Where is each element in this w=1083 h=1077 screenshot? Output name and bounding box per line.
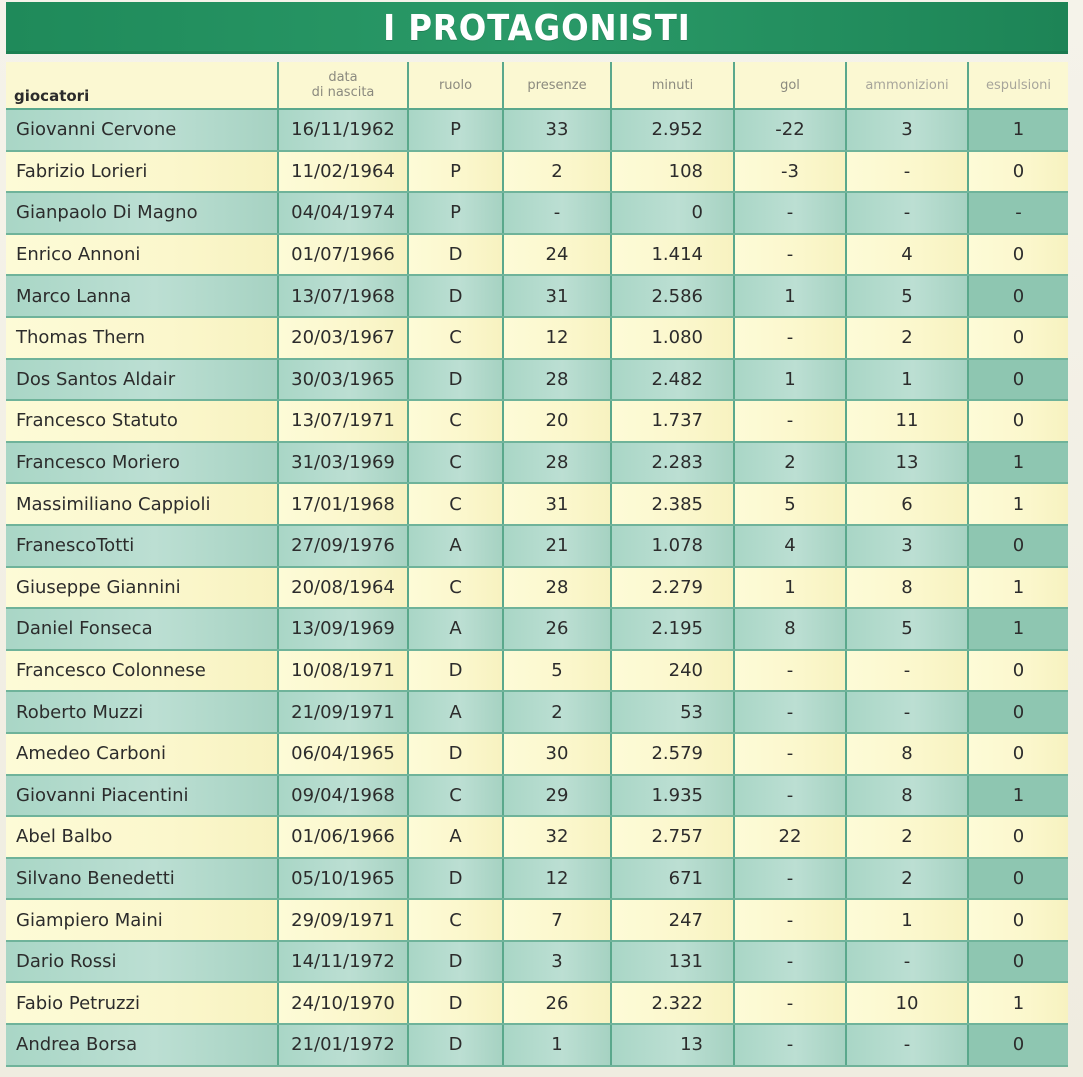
table-row bbox=[6, 1024, 1068, 1066]
cell-espulsioni: 0 bbox=[968, 359, 1068, 401]
table-header bbox=[6, 62, 1068, 109]
cell-giocatore: Marco Lanna bbox=[6, 275, 278, 317]
cell-data-di-nascita: 10/08/1971 bbox=[278, 650, 408, 692]
cell-ammonizioni: 8 bbox=[846, 733, 968, 775]
cell-presenze: 12 bbox=[503, 317, 611, 359]
cell-ruolo: C bbox=[408, 400, 503, 442]
cell-minuti: 2.586 bbox=[611, 275, 734, 317]
cell-espulsioni: 1 bbox=[968, 775, 1068, 817]
table-row bbox=[6, 733, 1068, 775]
cell-gol: - bbox=[734, 691, 846, 733]
cell-data-di-nascita: 29/09/1971 bbox=[278, 899, 408, 941]
cell-ruolo: C bbox=[408, 775, 503, 817]
page-title: I PROTAGONISTI bbox=[383, 7, 691, 49]
table-row bbox=[6, 192, 1068, 234]
cell-data-di-nascita: 14/11/1972 bbox=[278, 941, 408, 983]
cell-espulsioni: 0 bbox=[968, 234, 1068, 276]
cell-presenze: 2 bbox=[503, 151, 611, 193]
cell-giocatore: FranescoTotti bbox=[6, 525, 278, 567]
cell-gol: 1 bbox=[734, 359, 846, 401]
cell-presenze: 33 bbox=[503, 109, 611, 151]
table-row bbox=[6, 567, 1068, 609]
cell-presenze: 31 bbox=[503, 483, 611, 525]
players-table-wrapper bbox=[6, 62, 1068, 1067]
cell-giocatore: Massimiliano Cappioli bbox=[6, 483, 278, 525]
cell-ammonizioni: 3 bbox=[846, 525, 968, 567]
cell-data-di-nascita: 09/04/1968 bbox=[278, 775, 408, 817]
cell-ruolo: P bbox=[408, 109, 503, 151]
cell-espulsioni: 1 bbox=[968, 442, 1068, 484]
cell-gol: - bbox=[734, 858, 846, 900]
cell-data-di-nascita: 04/04/1974 bbox=[278, 192, 408, 234]
cell-ammonizioni: - bbox=[846, 192, 968, 234]
cell-minuti: 1.737 bbox=[611, 400, 734, 442]
cell-espulsioni: 0 bbox=[968, 1024, 1068, 1066]
cell-data-di-nascita: 30/03/1965 bbox=[278, 359, 408, 401]
cell-gol: 2 bbox=[734, 442, 846, 484]
cell-giocatore: Giuseppe Giannini bbox=[6, 567, 278, 609]
cell-espulsioni: 0 bbox=[968, 691, 1068, 733]
cell-espulsioni: 0 bbox=[968, 400, 1068, 442]
cell-giocatore: Dario Rossi bbox=[6, 941, 278, 983]
cell-data-di-nascita: 01/07/1966 bbox=[278, 234, 408, 276]
cell-gol: - bbox=[734, 192, 846, 234]
cell-ammonizioni: 3 bbox=[846, 109, 968, 151]
cell-gol: - bbox=[734, 650, 846, 692]
cell-minuti: 1.080 bbox=[611, 317, 734, 359]
cell-espulsioni: 1 bbox=[968, 483, 1068, 525]
cell-ammonizioni: 11 bbox=[846, 400, 968, 442]
cell-espulsioni: 0 bbox=[968, 816, 1068, 858]
cell-espulsioni: - bbox=[968, 192, 1068, 234]
table-row bbox=[6, 982, 1068, 1024]
cell-ammonizioni: - bbox=[846, 691, 968, 733]
cell-presenze: 31 bbox=[503, 275, 611, 317]
cell-ammonizioni: 5 bbox=[846, 608, 968, 650]
cell-gol: -3 bbox=[734, 151, 846, 193]
cell-espulsioni: 0 bbox=[968, 525, 1068, 567]
cell-ruolo: P bbox=[408, 192, 503, 234]
cell-giocatore: Thomas Thern bbox=[6, 317, 278, 359]
cell-giocatore: Amedeo Carboni bbox=[6, 733, 278, 775]
cell-presenze: 12 bbox=[503, 858, 611, 900]
cell-minuti: 2.482 bbox=[611, 359, 734, 401]
table-row bbox=[6, 234, 1068, 276]
cell-ruolo: P bbox=[408, 151, 503, 193]
cell-giocatore: Francesco Moriero bbox=[6, 442, 278, 484]
cell-gol: - bbox=[734, 400, 846, 442]
cell-ammonizioni: - bbox=[846, 650, 968, 692]
cell-ruolo: D bbox=[408, 982, 503, 1024]
cell-presenze: - bbox=[503, 192, 611, 234]
cell-ammonizioni: 2 bbox=[846, 317, 968, 359]
cell-espulsioni: 1 bbox=[968, 567, 1068, 609]
cell-data-di-nascita: 11/02/1964 bbox=[278, 151, 408, 193]
cell-minuti: 2.322 bbox=[611, 982, 734, 1024]
table-row bbox=[6, 608, 1068, 650]
cell-data-di-nascita: 21/09/1971 bbox=[278, 691, 408, 733]
cell-ruolo: C bbox=[408, 317, 503, 359]
cell-minuti: 2.952 bbox=[611, 109, 734, 151]
table-row bbox=[6, 317, 1068, 359]
cell-data-di-nascita: 21/01/1972 bbox=[278, 1024, 408, 1066]
cell-ruolo: D bbox=[408, 1024, 503, 1066]
cell-ammonizioni: - bbox=[846, 941, 968, 983]
cell-espulsioni: 0 bbox=[968, 151, 1068, 193]
cell-giocatore: Dos Santos Aldair bbox=[6, 359, 278, 401]
table-row bbox=[6, 941, 1068, 983]
header-ruolo: ruolo bbox=[408, 62, 503, 109]
table-row bbox=[6, 359, 1068, 401]
cell-data-di-nascita: 20/03/1967 bbox=[278, 317, 408, 359]
cell-ruolo: D bbox=[408, 359, 503, 401]
header-giocatori: giocatori bbox=[6, 62, 278, 109]
cell-ruolo: C bbox=[408, 899, 503, 941]
table-row bbox=[6, 775, 1068, 817]
cell-gol: 8 bbox=[734, 608, 846, 650]
table-row bbox=[6, 275, 1068, 317]
cell-espulsioni: 0 bbox=[968, 733, 1068, 775]
cell-minuti: 1.414 bbox=[611, 234, 734, 276]
cell-gol: - bbox=[734, 899, 846, 941]
cell-gol: - bbox=[734, 733, 846, 775]
cell-ammonizioni: 8 bbox=[846, 567, 968, 609]
cell-giocatore: Francesco Statuto bbox=[6, 400, 278, 442]
cell-gol: -22 bbox=[734, 109, 846, 151]
cell-data-di-nascita: 16/11/1962 bbox=[278, 109, 408, 151]
cell-data-di-nascita: 17/01/1968 bbox=[278, 483, 408, 525]
table-row bbox=[6, 899, 1068, 941]
table-row bbox=[6, 525, 1068, 567]
cell-ruolo: D bbox=[408, 275, 503, 317]
cell-ammonizioni: 1 bbox=[846, 899, 968, 941]
header-presenze: presenze bbox=[503, 62, 611, 109]
cell-data-di-nascita: 05/10/1965 bbox=[278, 858, 408, 900]
cell-giocatore: Abel Balbo bbox=[6, 816, 278, 858]
cell-ruolo: A bbox=[408, 691, 503, 733]
cell-gol: - bbox=[734, 941, 846, 983]
cell-ruolo: D bbox=[408, 733, 503, 775]
cell-data-di-nascita: 20/08/1964 bbox=[278, 567, 408, 609]
cell-presenze: 5 bbox=[503, 650, 611, 692]
cell-minuti: 2.757 bbox=[611, 816, 734, 858]
cell-giocatore: Roberto Muzzi bbox=[6, 691, 278, 733]
cell-minuti: 13 bbox=[611, 1024, 734, 1066]
cell-data-di-nascita: 27/09/1976 bbox=[278, 525, 408, 567]
header-espulsioni: espulsioni bbox=[968, 62, 1068, 109]
cell-ruolo: D bbox=[408, 858, 503, 900]
cell-ammonizioni: - bbox=[846, 1024, 968, 1066]
cell-gol: 1 bbox=[734, 275, 846, 317]
header-ammonizioni: ammonizioni bbox=[846, 62, 968, 109]
cell-ruolo: A bbox=[408, 525, 503, 567]
cell-presenze: 21 bbox=[503, 525, 611, 567]
table-row bbox=[6, 816, 1068, 858]
players-table bbox=[6, 62, 1068, 1067]
table-row bbox=[6, 442, 1068, 484]
header-gol: gol bbox=[734, 62, 846, 109]
cell-giocatore: Giovanni Piacentini bbox=[6, 775, 278, 817]
table-row bbox=[6, 650, 1068, 692]
header-row bbox=[6, 62, 1068, 109]
cell-espulsioni: 1 bbox=[968, 608, 1068, 650]
cell-ammonizioni: 8 bbox=[846, 775, 968, 817]
cell-data-di-nascita: 06/04/1965 bbox=[278, 733, 408, 775]
cell-minuti: 1.935 bbox=[611, 775, 734, 817]
cell-espulsioni: 0 bbox=[968, 317, 1068, 359]
cell-ammonizioni: - bbox=[846, 151, 968, 193]
cell-minuti: 53 bbox=[611, 691, 734, 733]
cell-gol: - bbox=[734, 234, 846, 276]
cell-ammonizioni: 13 bbox=[846, 442, 968, 484]
cell-presenze: 2 bbox=[503, 691, 611, 733]
cell-ruolo: D bbox=[408, 234, 503, 276]
cell-gol: 4 bbox=[734, 525, 846, 567]
cell-ruolo: A bbox=[408, 608, 503, 650]
cell-giocatore: Giampiero Maini bbox=[6, 899, 278, 941]
cell-ruolo: C bbox=[408, 567, 503, 609]
cell-presenze: 26 bbox=[503, 982, 611, 1024]
cell-presenze: 28 bbox=[503, 359, 611, 401]
cell-minuti: 2.283 bbox=[611, 442, 734, 484]
cell-data-di-nascita: 13/07/1968 bbox=[278, 275, 408, 317]
cell-minuti: 240 bbox=[611, 650, 734, 692]
cell-espulsioni: 1 bbox=[968, 109, 1068, 151]
cell-ammonizioni: 5 bbox=[846, 275, 968, 317]
cell-data-di-nascita: 31/03/1969 bbox=[278, 442, 408, 484]
cell-espulsioni: 0 bbox=[968, 650, 1068, 692]
cell-espulsioni: 1 bbox=[968, 982, 1068, 1024]
cell-minuti: 2.279 bbox=[611, 567, 734, 609]
cell-minuti: 2.579 bbox=[611, 733, 734, 775]
cell-ammonizioni: 2 bbox=[846, 858, 968, 900]
cell-presenze: 28 bbox=[503, 567, 611, 609]
cell-data-di-nascita: 13/09/1969 bbox=[278, 608, 408, 650]
cell-giocatore: Gianpaolo Di Magno bbox=[6, 192, 278, 234]
cell-giocatore: Silvano Benedetti bbox=[6, 858, 278, 900]
cell-gol: 1 bbox=[734, 567, 846, 609]
cell-minuti: 1.078 bbox=[611, 525, 734, 567]
table-row bbox=[6, 400, 1068, 442]
cell-giocatore: Enrico Annoni bbox=[6, 234, 278, 276]
cell-minuti: 671 bbox=[611, 858, 734, 900]
cell-gol: - bbox=[734, 982, 846, 1024]
cell-espulsioni: 0 bbox=[968, 941, 1068, 983]
cell-espulsioni: 0 bbox=[968, 275, 1068, 317]
title-banner bbox=[6, 2, 1068, 54]
cell-presenze: 28 bbox=[503, 442, 611, 484]
cell-ruolo: D bbox=[408, 650, 503, 692]
cell-presenze: 26 bbox=[503, 608, 611, 650]
cell-ammonizioni: 4 bbox=[846, 234, 968, 276]
table-row bbox=[6, 483, 1068, 525]
cell-gol: - bbox=[734, 317, 846, 359]
table-body bbox=[6, 109, 1068, 1066]
cell-ruolo: A bbox=[408, 816, 503, 858]
cell-presenze: 32 bbox=[503, 816, 611, 858]
cell-presenze: 29 bbox=[503, 775, 611, 817]
cell-giocatore: Daniel Fonseca bbox=[6, 608, 278, 650]
cell-ruolo: D bbox=[408, 941, 503, 983]
cell-ammonizioni: 10 bbox=[846, 982, 968, 1024]
cell-minuti: 2.195 bbox=[611, 608, 734, 650]
cell-minuti: 108 bbox=[611, 151, 734, 193]
cell-giocatore: Andrea Borsa bbox=[6, 1024, 278, 1066]
cell-presenze: 1 bbox=[503, 1024, 611, 1066]
cell-giocatore: Giovanni Cervone bbox=[6, 109, 278, 151]
cell-minuti: 247 bbox=[611, 899, 734, 941]
cell-presenze: 30 bbox=[503, 733, 611, 775]
table-row bbox=[6, 858, 1068, 900]
cell-presenze: 20 bbox=[503, 400, 611, 442]
cell-gol: - bbox=[734, 775, 846, 817]
cell-ruolo: C bbox=[408, 483, 503, 525]
cell-gol: 22 bbox=[734, 816, 846, 858]
cell-ammonizioni: 1 bbox=[846, 359, 968, 401]
cell-minuti: 0 bbox=[611, 192, 734, 234]
table-row bbox=[6, 691, 1068, 733]
cell-data-di-nascita: 24/10/1970 bbox=[278, 982, 408, 1024]
cell-giocatore: Fabio Petruzzi bbox=[6, 982, 278, 1024]
cell-gol: - bbox=[734, 1024, 846, 1066]
cell-espulsioni: 0 bbox=[968, 858, 1068, 900]
cell-data-di-nascita: 01/06/1966 bbox=[278, 816, 408, 858]
cell-ammonizioni: 6 bbox=[846, 483, 968, 525]
cell-minuti: 2.385 bbox=[611, 483, 734, 525]
header-data-di-nascita: data di nascita bbox=[278, 62, 408, 109]
cell-data-di-nascita: 13/07/1971 bbox=[278, 400, 408, 442]
table-row bbox=[6, 109, 1068, 151]
header-minuti: minuti bbox=[611, 62, 734, 109]
cell-presenze: 3 bbox=[503, 941, 611, 983]
cell-ammonizioni: 2 bbox=[846, 816, 968, 858]
cell-presenze: 24 bbox=[503, 234, 611, 276]
cell-minuti: 131 bbox=[611, 941, 734, 983]
cell-ruolo: C bbox=[408, 442, 503, 484]
cell-espulsioni: 0 bbox=[968, 899, 1068, 941]
cell-giocatore: Francesco Colonnese bbox=[6, 650, 278, 692]
cell-giocatore: Fabrizio Lorieri bbox=[6, 151, 278, 193]
table-row bbox=[6, 151, 1068, 193]
cell-presenze: 7 bbox=[503, 899, 611, 941]
cell-gol: 5 bbox=[734, 483, 846, 525]
